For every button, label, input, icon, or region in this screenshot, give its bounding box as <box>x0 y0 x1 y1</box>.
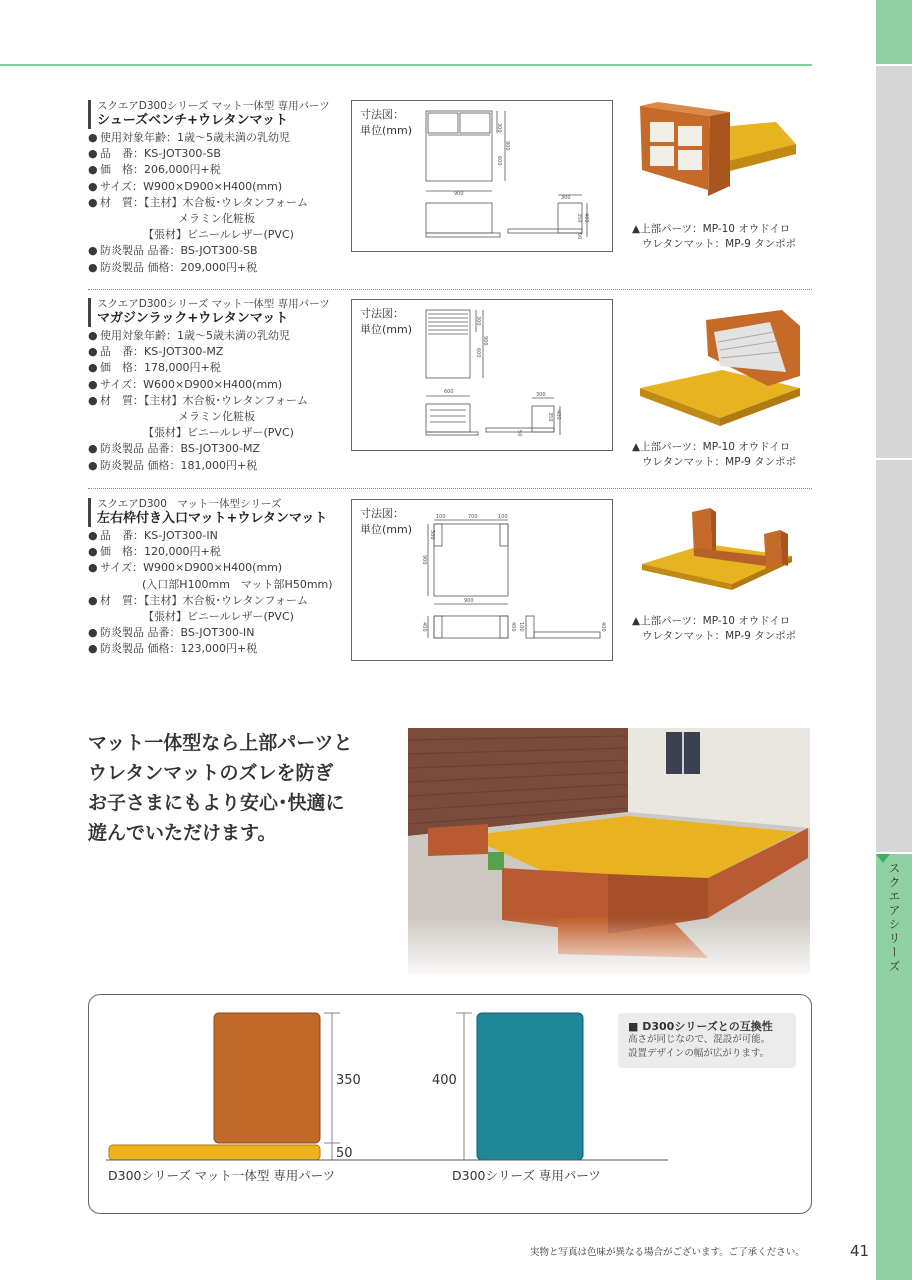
header-rule <box>0 64 812 66</box>
side-tab-gray <box>876 66 912 458</box>
compat-text: 高さが同じなので、混設が可能。 設置デザインの幅が広がります。 <box>628 1034 771 1059</box>
dim-unit: 単位(mm) <box>360 323 413 336</box>
dim-value: 400 <box>555 410 561 420</box>
spec-row: ● 防炎製品 価格：209,000円+税 <box>88 260 258 274</box>
product-name: シューズベンチ+ウレタンマット <box>88 113 358 129</box>
caption-line: ウレタンマット：MP-9 タンポポ <box>642 238 797 250</box>
dim-value: 350 <box>547 412 553 422</box>
label-integrated-parts: D300シリーズ マット一体型 専用パーツ <box>108 1168 336 1183</box>
dim-value: 900 <box>504 141 510 151</box>
divider <box>88 488 812 489</box>
dim-value: 300 <box>536 392 546 398</box>
caption-line: ▲上部パーツ：MP-10 オウドイロ <box>632 223 791 235</box>
spec-row: ● 価 格：206,000円+税 <box>88 163 221 177</box>
catch-line: 遊んでいただけます。 <box>88 822 277 844</box>
product-photo-shoe-bench <box>636 100 796 210</box>
dim-value: 300 <box>475 316 481 326</box>
spec-row: ● サイズ：W900×D900×H400(mm) <box>88 179 283 193</box>
spec-row: ● 材 質：【主材】木合板･ウレタンフォーム <box>88 393 309 407</box>
spec-row: ● 価 格：120,000円+税 <box>88 545 221 559</box>
spec-row: ● 防炎製品 品番：BS-JOT300-IN <box>88 626 255 640</box>
product-spec-3 <box>88 498 358 658</box>
dim-value: 600 <box>496 156 502 166</box>
dim-value: 300 <box>496 123 502 133</box>
product-series: スクエアD300シリーズ マット一体型 専用パーツ <box>88 298 358 311</box>
dimension-drawing-3 <box>351 499 613 661</box>
divider <box>88 289 812 290</box>
dim-value: 900 <box>464 598 474 604</box>
dimension-svg <box>352 500 612 660</box>
spec-row: ● 材 質：【主材】木合板･ウレタンフォーム <box>88 593 309 607</box>
dim-value: 300 <box>429 530 435 540</box>
photo-caption-2 <box>632 440 812 470</box>
spec-row: ● 品 番：KS-JOT300-IN <box>88 529 218 542</box>
catch-line: お子さまにもより安心･快適に <box>88 792 345 814</box>
photo-caption-1 <box>632 222 812 252</box>
dim-title: 寸法図： <box>360 108 404 121</box>
dim-50: 50 <box>336 1146 353 1161</box>
spec-row: ● 防炎製品 価格：181,000円+税 <box>88 458 258 472</box>
dim-value: 100 <box>518 622 524 632</box>
dim-value: 100 <box>436 514 446 520</box>
dim-value: 600 <box>444 389 454 395</box>
spec-row-cont: 【張材】ビニールレザー(PVC) <box>143 228 294 242</box>
spec-row: ● サイズ：W600×D900×H400(mm) <box>88 377 283 391</box>
dim-value: 400 <box>510 622 516 632</box>
spec-row-cont: (入口部H100mm マット部H50mm) <box>142 577 333 591</box>
spec-row-cont: 【張材】ビニールレザー(PVC) <box>143 426 294 440</box>
footnote: 実物と写真は色味が異なる場合がございます。ご了承ください。 <box>530 1247 805 1258</box>
spec-row-cont: メラミン化粧板 <box>178 212 255 226</box>
dim-unit: 単位(mm) <box>360 523 413 536</box>
dimension-svg <box>352 300 612 450</box>
dimension-drawing-1 <box>351 100 613 252</box>
spec-row: ● 使用対象年齢：1歳～5歳未満の乳幼児 <box>88 131 290 144</box>
spec-row: ● 品 番：KS-JOT300-SB <box>88 147 221 161</box>
spec-row: ● 防炎製品 価格：123,000円+税 <box>88 642 258 656</box>
catch-copy <box>88 728 388 848</box>
side-tab-gray <box>876 460 912 852</box>
spec-row: ● 材 質：【主材】木合板･ウレタンフォーム <box>88 195 309 209</box>
spec-row: ● 価 格：178,000円+税 <box>88 361 221 375</box>
catch-line: ウレタンマットのズレを防ぎ <box>88 762 334 784</box>
dim-350: 350 <box>336 1073 361 1088</box>
dim-unit: 単位(mm) <box>360 124 413 137</box>
product-photo-magazine-rack <box>636 306 802 430</box>
caption-line: ウレタンマット：MP-9 タンポポ <box>642 456 797 468</box>
spec-row: ● サイズ：W900×D900×H400(mm) <box>88 561 283 575</box>
catch-line: マット一体型なら上部パーツと <box>88 732 353 754</box>
label-standard-parts: D300シリーズ 専用パーツ <box>452 1168 601 1183</box>
dim-value: 100 <box>498 514 508 520</box>
dimension-drawing-2 <box>351 299 613 451</box>
caption-line: ▲上部パーツ：MP-10 オウドイロ <box>632 441 791 453</box>
dim-value: 900 <box>482 336 488 346</box>
spec-row: ● 防炎製品 品番：BS-JOT300-SB <box>88 244 258 258</box>
spec-row-cont: メラミン化粧板 <box>178 410 255 424</box>
product-spec-1 <box>88 100 358 276</box>
dim-value: 50 <box>576 233 582 240</box>
dim-value: 700 <box>468 514 478 520</box>
side-tab-label: スクエアシリーズ <box>887 862 901 974</box>
product-spec-2 <box>88 298 358 474</box>
compat-title: ■ D300シリーズとの互換性 <box>628 1020 773 1033</box>
product-series: スクエアD300 マット一体型シリーズ <box>88 498 358 511</box>
compatibility-note <box>618 1013 796 1068</box>
product-series: スクエアD300シリーズ マット一体型 専用パーツ <box>88 100 358 113</box>
dim-value: 350 <box>576 213 582 223</box>
dim-value: 400 <box>421 622 427 632</box>
page-number: 41 <box>850 1242 870 1260</box>
side-tab-top <box>876 0 912 64</box>
dim-value: 50 <box>516 430 522 437</box>
dim-value: 400 <box>600 622 606 632</box>
caption-line: ▲上部パーツ：MP-10 オウドイロ <box>632 615 791 627</box>
product-name: マガジンラック+ウレタンマット <box>88 311 358 327</box>
dim-400: 400 <box>432 1073 457 1088</box>
dim-value: 300 <box>561 195 571 201</box>
dimension-svg <box>352 101 612 251</box>
spec-row-cont: 【張材】ビニールレザー(PVC) <box>143 610 294 624</box>
dim-value: 600 <box>475 348 481 358</box>
dim-value: 900 <box>454 191 464 197</box>
spec-row: ● 品 番：KS-JOT300-MZ <box>88 345 224 359</box>
photo-caption-3 <box>632 614 812 644</box>
dim-value: 900 <box>421 555 427 565</box>
dim-value: 400 <box>583 213 589 223</box>
spec-row: ● 使用対象年齢：1歳～5歳未満の乳幼児 <box>88 329 290 342</box>
caption-line: ウレタンマット：MP-9 タンポポ <box>642 630 797 642</box>
dim-title: 寸法図： <box>360 507 404 520</box>
product-name: 左右枠付き入口マット+ウレタンマット <box>88 511 358 527</box>
spec-row: ● 防炎製品 品番：BS-JOT300-MZ <box>88 442 261 456</box>
dim-title: 寸法図： <box>360 307 404 320</box>
room-photo <box>408 728 810 974</box>
product-photo-entrance-mat <box>640 504 800 590</box>
